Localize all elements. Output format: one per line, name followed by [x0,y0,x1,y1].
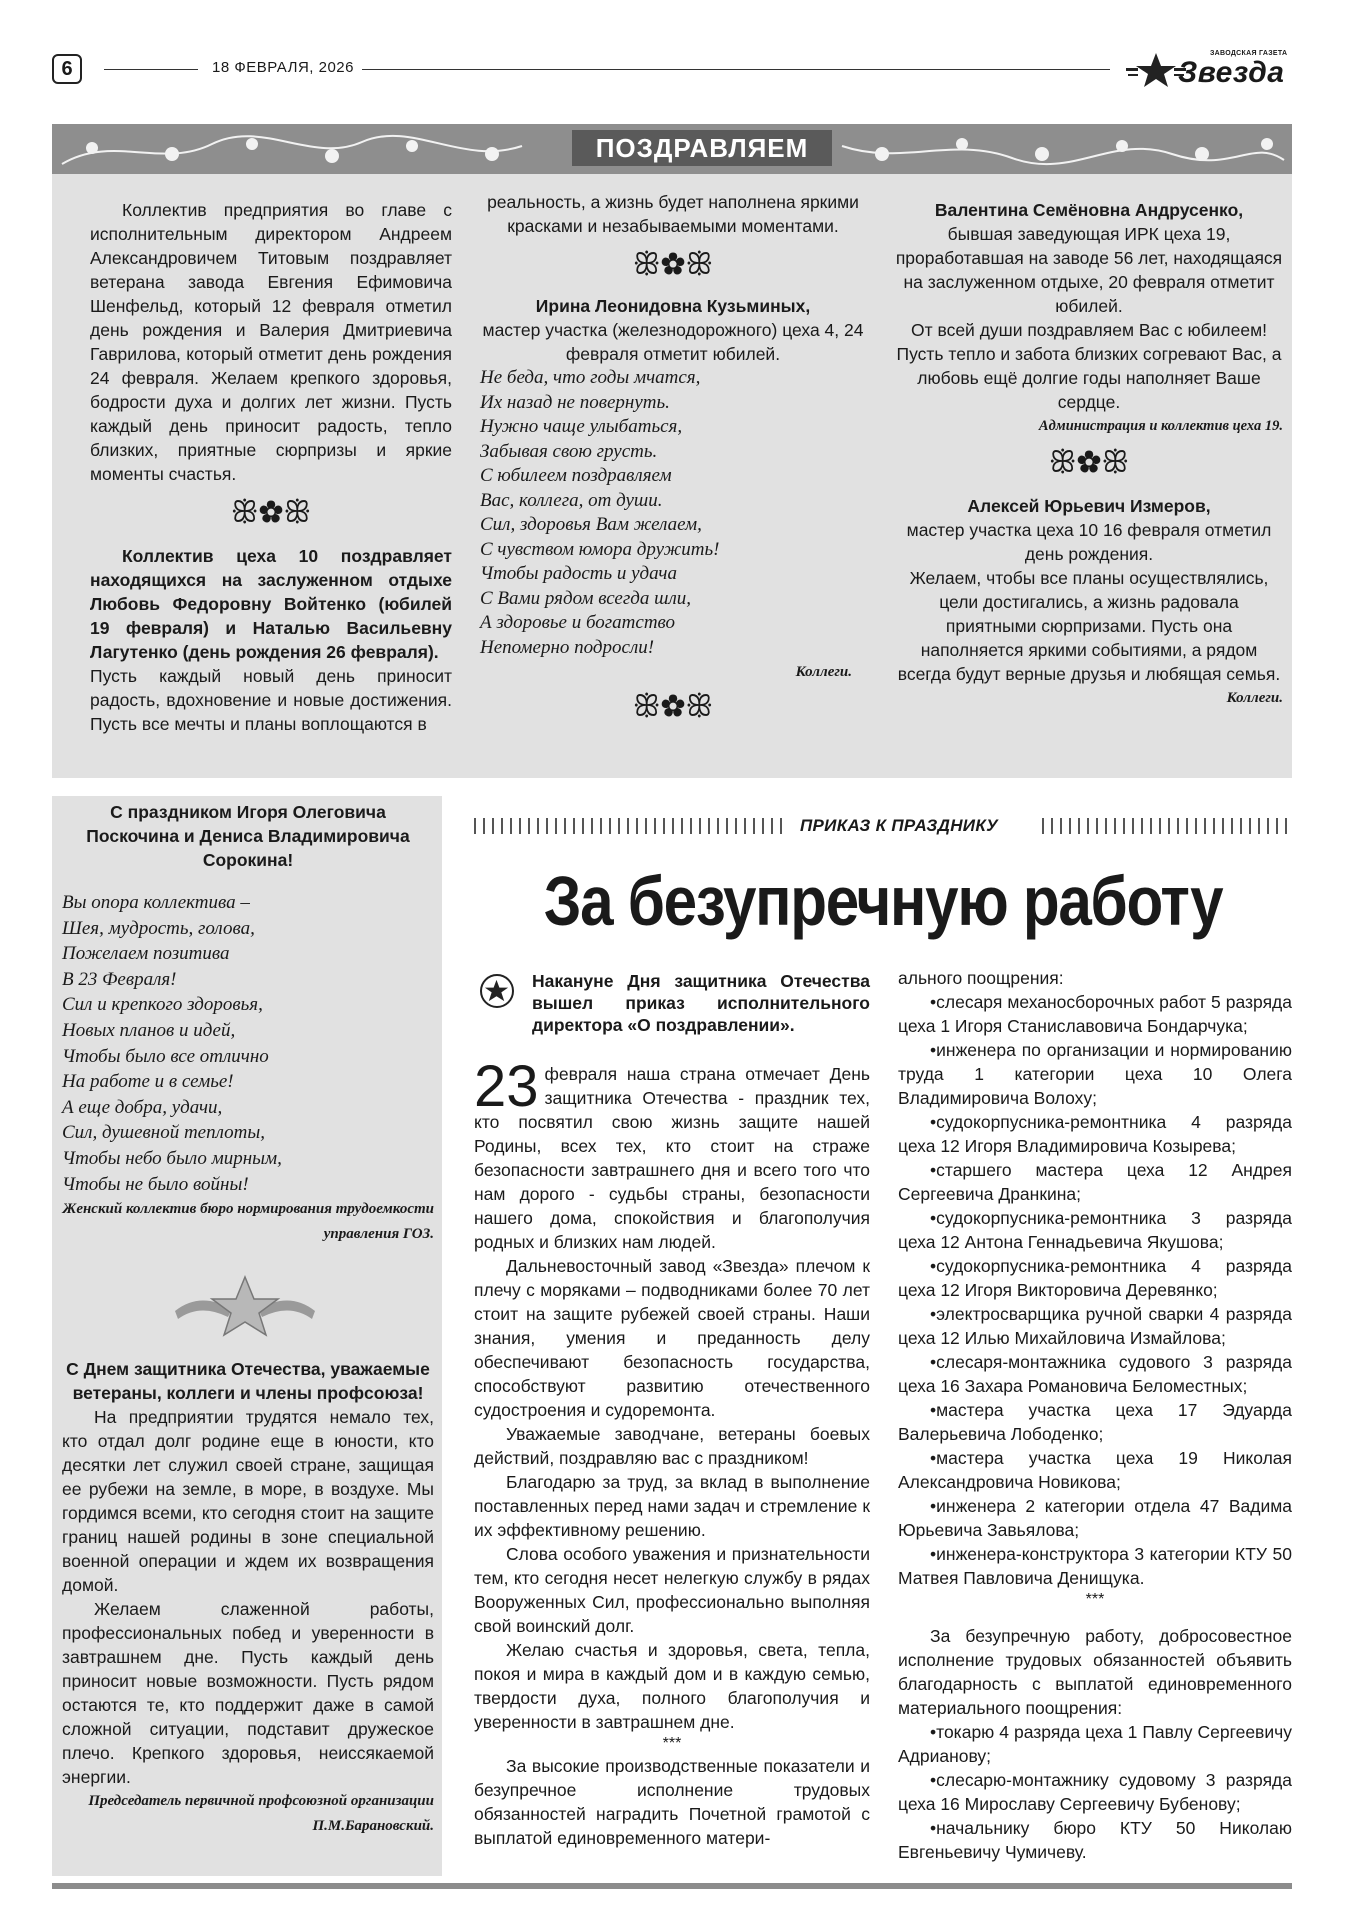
article-text: Желаю счастья и здоровья, света, тепла, покоя и мира в каждый дом и в каждую семью, твердости духа, полного благополучия и уверенности в завтрашнем дне. [474,1640,870,1732]
list-item: •начальнику бюро КТУ 50 Николаю Евгеньевичу Чумичеву. [898,1818,1292,1862]
list-item: •инженера по организации и нормированию труда 1 категории цеха 10 Олега Владимировича Волоху; [898,1040,1292,1108]
article-text: Благодарю за труд, за вклад в выполнение поставленных перед нами задач и стремление к их эффективному решению. [474,1472,870,1540]
list-item: •мастера участка цеха 17 Эдуарда Валерьевича Лободенко; [898,1400,1292,1444]
separator: *** [1085,1591,1105,1608]
list-item: Новых планов и идей, [62,1019,236,1041]
drop-cap: 23 [474,1054,539,1119]
list-item: Шея, мудрость, голова, [62,917,255,939]
list-item: •инженера-конструктора 3 категории КТУ 50 Матвея Павловича Денищука. [898,1544,1292,1588]
congrats-banner [52,124,1292,174]
header-rule-left [104,69,198,70]
congrats-text: Пусть каждый новый день приносит радость, вдохновение и новые достижения. Пусть все мечты и планы воплощаются в [90,666,452,734]
greeting-box [52,796,442,1876]
list-item: А еще добра, удачи, [62,1096,223,1118]
congrats-text: реальность, а жизнь будет наполнена яркими красками и незабываемыми моментами. [487,192,859,236]
list-item: •инженера 2 категории отдела 47 Вадима Юрьевича Завьялова; [898,1496,1292,1540]
hatch-rule [474,818,788,834]
rubric: ПРИКАЗ К ПРАЗДНИКУ [800,816,998,835]
honoree-role: бывшая заведующая ИРК цеха 19, проработавшая на заводе 56 лет, находящаяся на заслуженном отдыхе, 20 февраля отметит юбилей. [895,224,1283,316]
headline: За безупречную работу [543,862,1223,940]
congrats-text: Коллектив предприятия во главе с исполнительным директором Андреем Александровичем Титовым поздравляет ветерана завода Евгения Ефимовича Шенфельд, который 12 февраля отметил день рождения и Валерия Дмитриевича Гаврилова, который отметит день рождения 24 февраля. Желаем крепкого здоровья, бодрости духа и долгих лет жизни. Пусть каждый день приносит радость, тепло близких, приятные сюрпризы и яркие моменты счастья. [90,200,452,484]
signature: Председатель первичной профсоюзной организации П.М.Барановский. [88,1793,434,1835]
list-item: Их назад не повернуть. [480,391,670,413]
honoree-name: Ирина Леонидовна Кузьминых, [535,296,811,316]
issue-date: 18 ФЕВРАЛЯ, 2026 [212,59,354,76]
bottom-rule [52,1883,1292,1889]
list-item: В 23 Февраля! [62,968,177,990]
list-item: •слесаря-монтажника судового 3 разряда цеха 16 Захара Романовича Беломестных; [898,1352,1292,1396]
list-item: Чтобы радость и удача [480,563,677,584]
signature: Коллеги. [795,664,852,680]
gratitude-list [898,1720,1292,1864]
article-column-2 [898,966,1292,1864]
header-rule-right [362,69,1110,70]
list-item: А здоровье и богатство [480,612,676,633]
article-column-1 [474,1054,870,1850]
list-item: Чтобы небо было мирным, [62,1147,282,1169]
congrats-text: Коллектив цеха 10 поздравляет находящихся на заслуженном отдыхе Любовь Федоровну Войтенко (юбилей 19 февраля) и Наталью Васильевну Лагутенко (день рождения 26 февраля). [90,546,452,662]
list-item: На работе и в семье! [62,1071,234,1093]
article-text: За безупречную работу, добросовестное исполнение трудовых обязанностей объявить благодарность с выплатой единовременного материального поощрения: [898,1626,1292,1718]
list-item: •судокорпусника-ремонтника 3 разряда цеха 12 Антона Геннадьевича Якушова; [898,1208,1292,1252]
list-item: •судокорпусника-ремонтника 4 разряда цеха 12 Игоря Владимировича Козырева; [898,1112,1292,1156]
article-text: За высокие производственные показатели и безупречное исполнение трудовых обязанностей наградить Почетной грамотой с выплатой единовременного матери- [474,1756,870,1848]
list-item: Чтобы было все отлично [62,1045,269,1067]
congrats-column-1 [90,198,452,736]
list-item: •слесаря механосборочных работ 5 разряда цеха 1 Игоря Станиславовича Бондарчука; [898,992,1292,1036]
list-item: С юбилеем поздравляем [480,465,672,486]
honoree-name: Валентина Семёновна Андрусенко, [934,200,1244,220]
article-text: Слова особого уважения и признательности тем, кто сегодня несет нелегкую службу в рядах Вооруженных Сил, профессионально выполняя свой воинский долг. [474,1544,870,1636]
honoree-name: Алексей Юрьевич Измеров, [967,496,1211,516]
list-item: Непомерно подросли! [480,636,655,658]
honoree-role: мастер участка (железнодорожного) цеха 4, 24 февраля отметит юбилей. [482,320,864,364]
star-emblem-icon [170,1271,320,1341]
article-text: февраля наша страна отмечает День защитника Отечества - праздник тех, кто посвятил свою жизнь защите нашей Родины, всех тех, кто стоит на страже безопасности завтрашнего дня и всего того что нам дорого - судьбы страны, безопасности нашего дома, спокойствия и благополучия родных и близких нам людей. [474,1064,870,1252]
ornament-icon: ꕥ✿ꕥ [632,247,714,282]
list-item: •токарю 4 разряда цеха 1 Павлу Сергеевичу Адрианову; [898,1722,1292,1766]
list-item: •судокорпусника-ремонтника 4 разряда цеха 12 Игоря Викторовича Деревянко; [898,1256,1292,1300]
logo-name: Звезда [1178,56,1285,89]
list-item: С Вами рядом всегда шли, [480,587,692,609]
honoree-role: мастер участка цеха 10 16 февраля отметил день рождения. [906,520,1272,564]
list-item: Вас, коллега, от души. [480,489,663,511]
signature: Администрация и коллектив цеха 19. [1038,418,1283,434]
list-item: Сил, здоровья Вам желаем, [480,514,702,535]
poem [62,890,434,1197]
list-item: Забывая свою грусть. [480,440,658,462]
list-item: Чтобы не было войны! [62,1173,249,1195]
hatch-rule [1042,818,1292,834]
rubric-row [474,814,1292,838]
newspaper-logo [1126,50,1310,90]
signature: Коллеги. [1226,690,1283,706]
list-item: •слесарю-монтажнику судовому 3 разряда цеха 16 Мирославу Сергеевичу Бубенову; [898,1770,1292,1814]
star-icon [480,974,514,1008]
star-logo-icon [1126,50,1186,90]
section-title: ПОЗДРАВЛЯЕМ [572,130,832,166]
congrats-text: Желаем, чтобы все планы осуществлялись, цели достигались, а жизнь радовала приятными сюрпризами. Пусть она наполняется яркими событиями, а рядом всегда будут верные друзья и любящая семья. [897,568,1281,684]
separator: *** [662,1735,682,1752]
greeting-text: Желаем слаженной работы, профессиональных побед и уверенности в завтрашнем дне. Пусть каждый день приносит новые возможности. Пусть рядом остаются те, кто поддержит даже в самой сложной ситуации, подставит дружеское плечо. Крепкого здоровья, неиссякаемой энергии. [62,1599,434,1788]
list-item: Сил, душевной теплоты, [62,1122,265,1144]
list-item: Вы опора коллектива – [62,892,250,913]
list-item: Нужно чаще улыбаться, [480,416,683,437]
ornament-icon: ꕥ✿ꕥ [1048,445,1130,480]
greeting-heading: С Днем защитника Отечества, уважаемые ветераны, коллеги и члены профсоюза! [66,1359,430,1404]
congrats-text: От всей души поздравляем Вас с юбилеем! Пусть тепло и забота близких согревают Вас, а любовь ещё долгие годы наполняет Ваше сердце. [896,320,1282,412]
logo-subtitle: ЗАВОДСКАЯ ГАЗЕТА [1210,50,1288,57]
article-text: Уважаемые заводчане, ветераны боевых действий, поздравляю вас с праздником! [474,1424,870,1468]
article-lead: Накануне Дня защитника Отечества вышел приказ исполнительного директора «О поздравлении». [532,971,870,1035]
list-item: С чувством юмора дружить! [480,538,720,560]
signature: Женский коллектив бюро нормирования трудоемкости управления ГОЗ. [62,1201,434,1243]
greeting-heading: С праздником Игоря Олеговича Поскочина и Дениса Владимировича Сорокина! [86,802,410,870]
list-item: Сил и крепкого здоровья, [62,994,263,1016]
article-text: Дальневосточный завод «Звезда» плечом к плечу с моряками – подводниками более 70 лет стоит на защите рубежей своей страны. Наши знания, умения и преданность делу обеспечивают безопасность государства, способствуют развитию отечественного судостроения и судоремонта. [474,1256,870,1420]
list-item: Не беда, что годы мчатся, [480,367,701,388]
list-item: •старшего мастера цеха 12 Андрея Сергеевича Дранкина; [898,1160,1292,1204]
list-item: •электросварщика ручной сварки 4 разряда цеха 12 Илью Михайловича Измайлова; [898,1304,1292,1348]
ornament-icon: ꕥ✿ꕥ [632,689,714,724]
greeting-text: На предприятии трудятся немало тех, кто отдал долг родине еще в юности, кто десятки лет служил своей стране, защищая ее рубежи на земле, в море, в воздухе. Мы гордимся всеми, кто сегодня стоит на защите границ нашей родины в зоне специальной военной операции и ждем их возвращения домой. [62,1407,434,1596]
list-item: •мастера участка цеха 19 Николая Александровича Новикова; [898,1448,1292,1492]
ornament-icon: ꕥ✿ꕥ [230,495,312,530]
congrats-column-2 [480,190,866,730]
article-text: ального поощрения: [898,968,1064,988]
award-list [898,990,1292,1590]
list-item: Пожелаем позитива [62,943,230,965]
poem [480,366,866,660]
page-number: 6 [52,54,82,84]
congrats-column-3 [895,198,1283,710]
